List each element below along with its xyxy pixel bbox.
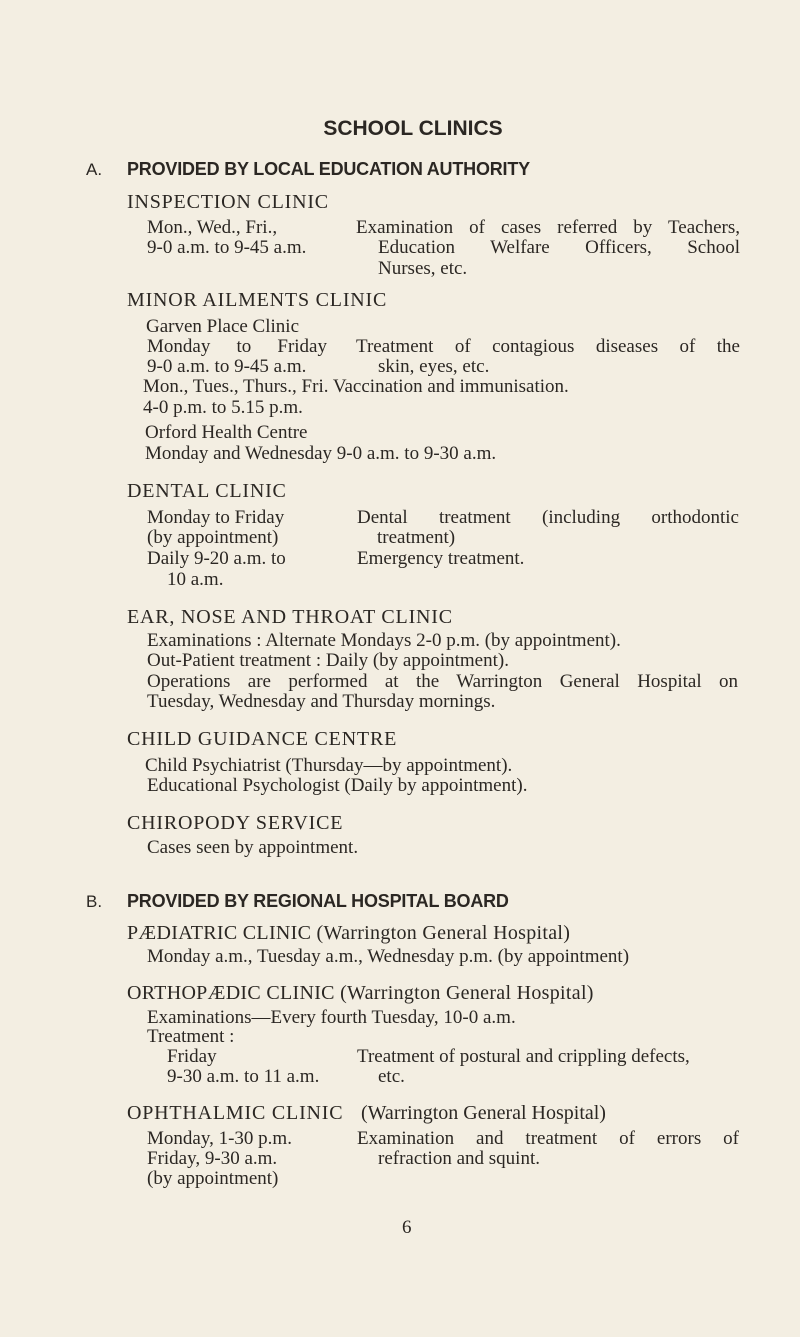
dental-left-1: Monday to Friday [147,507,285,528]
dental-clinic-heading: DENTAL CLINIC [127,480,287,502]
orthopaedic-right-2: etc. [378,1066,405,1087]
dental-right-2: treatment) [377,527,456,548]
minor-ailments-heading: MINOR AILMENTS CLINIC [127,289,388,311]
dental-left-4: 10 a.m. [167,569,224,590]
ophthalmic-right-2: refraction and squint. [378,1148,540,1169]
orthopaedic-exams: Examinations—Every fourth Tuesday, 10-0 a.m. [147,1007,516,1028]
dental-left-2: (by appointment) [147,527,279,548]
page-title: SCHOOL CLINICS [323,117,503,140]
orford-site: Orford Health Centre [145,422,308,443]
minor-days-1: Monday to Friday [147,336,327,357]
dental-right-3: Emergency treatment. [357,548,525,569]
ent-clinic-heading: EAR, NOSE AND THROAT CLINIC [127,606,453,628]
inspection-clinic-heading: INSPECTION CLINIC [127,191,329,213]
inspection-days: Mon., Wed., Fri., [147,217,278,238]
chiropody-line-1: Cases seen by appointment. [147,837,359,858]
child-guidance-heading: CHILD GUIDANCE CENTRE [127,728,398,750]
section-b-heading: PROVIDED BY REGIONAL HOSPITAL BOARD [127,891,509,911]
section-letter-b: B. [86,892,103,911]
dental-right-1: Dental treatment (including orthodontic [357,507,739,528]
ophthalmic-clinic-heading: OPHTHALMIC CLINIC [127,1102,344,1124]
child-guidance-line-1: Child Psychiatrist (Thursday—by appointment). [145,755,513,776]
child-guidance-line-2: Educational Psychologist (Daily by appointment). [147,775,528,796]
minor-vaccination: Mon., Tues., Thurs., Fri. Vaccination and immunisation. [143,376,569,397]
orthopaedic-treatment-label: Treatment : [147,1026,235,1047]
ent-line-3: Operations are performed at the Warrington General Hospital on [147,671,738,692]
ophthalmic-left-1: Monday, 1-30 p.m. [147,1128,292,1149]
inspection-desc-2: Education Welfare Officers, School [378,237,740,258]
inspection-desc-3: Nurses, etc. [378,258,468,279]
section-a-heading: PROVIDED BY LOCAL EDUCATION AUTHORITY [127,159,530,179]
ophthalmic-right-1: Examination and treatment of errors of [357,1128,739,1149]
orthopaedic-right-1: Treatment of postural and crippling defects, [357,1046,690,1067]
ophthalmic-left-3: (by appointment) [147,1168,279,1189]
paediatric-line-1: Monday a.m., Tuesday a.m., Wednesday p.m. (by appointment) [147,946,630,967]
minor-hours-2: 4-0 p.m. to 5.15 p.m. [143,397,303,418]
orthopaedic-clinic-heading: ORTHOPÆDIC CLINIC (Warrington General Hospital) [127,982,594,1004]
section-letter-a: A. [86,160,103,179]
dental-left-3: Daily 9-20 a.m. to [147,548,286,569]
inspection-hours: 9-0 a.m. to 9-45 a.m. [147,237,307,258]
ent-line-1: Examinations : Alternate Mondays 2-0 p.m. (by appointment). [147,630,621,651]
page-number: 6 [402,1217,412,1238]
minor-desc-1: Treatment of contagious diseases of the [356,336,740,357]
ophthalmic-left-2: Friday, 9-30 a.m. [147,1148,278,1169]
chiropody-heading: CHIROPODY SERVICE [127,812,344,834]
ent-line-4: Tuesday, Wednesday and Thursday mornings. [147,691,496,712]
minor-desc-2: skin, eyes, etc. [378,356,490,377]
orford-hours: Monday and Wednesday 9-0 a.m. to 9-30 a.m. [145,443,497,464]
ent-line-2: Out-Patient treatment : Daily (by appointment). [147,650,509,671]
minor-hours-1: 9-0 a.m. to 9-45 a.m. [147,356,307,377]
inspection-desc-1: Examination of cases referred by Teachers, [356,217,740,238]
orthopaedic-left-2: 9-30 a.m. to 11 a.m. [167,1066,320,1087]
ophthalmic-hospital: (Warrington General Hospital) [361,1102,606,1124]
paediatric-clinic-heading: PÆDIATRIC CLINIC (Warrington General Hospital) [127,922,571,944]
orthopaedic-left-1: Friday [167,1046,217,1067]
garven-place-site: Garven Place Clinic [146,316,300,337]
